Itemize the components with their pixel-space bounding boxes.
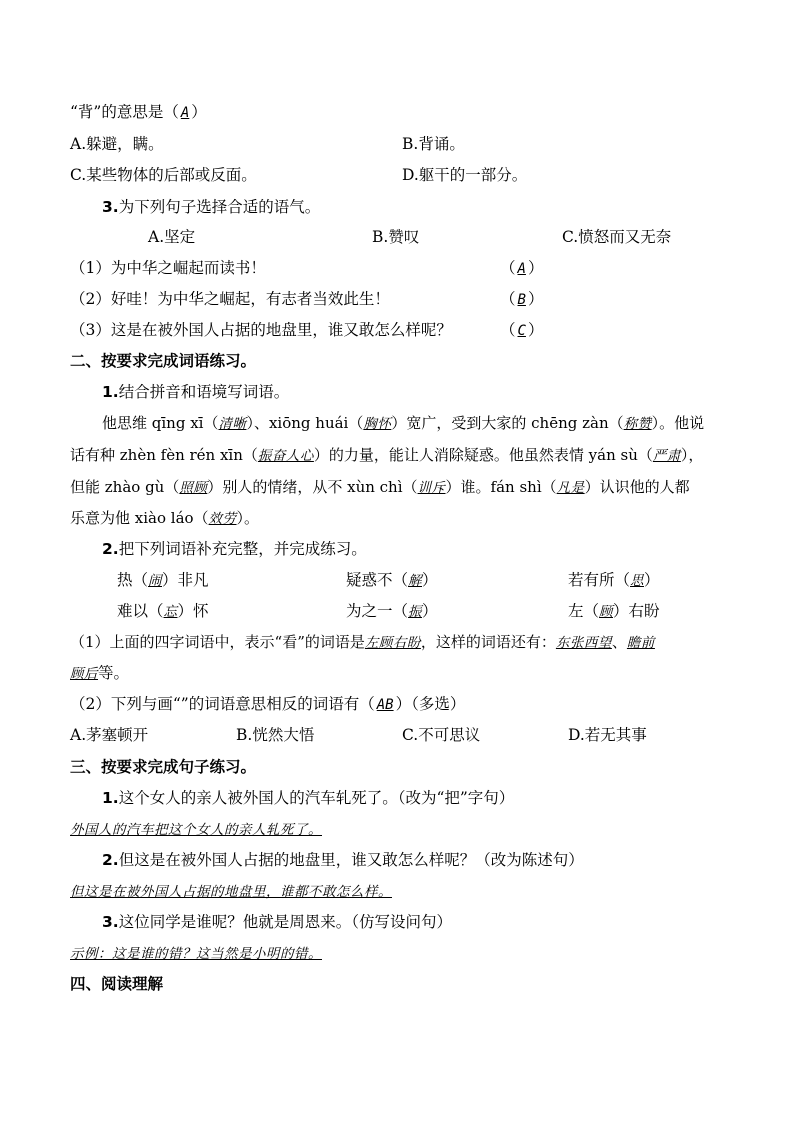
question-text: “背”的意思是（ bbox=[70, 103, 179, 121]
s2-option-d: D.若无其事 bbox=[568, 726, 647, 744]
tone-option-a: A.坚定 bbox=[148, 228, 196, 246]
idiom-1: 热（闹）非凡 bbox=[117, 571, 209, 589]
s2-q1-title: 1.结合拼音和语境写词语。 bbox=[102, 383, 290, 401]
question-bei-stem bbox=[70, 101, 207, 124]
s3-q3-answer: 示例：这是谁的错？这当然是小明的错。 bbox=[70, 946, 322, 962]
answer-blank: A bbox=[180, 105, 190, 121]
option-a: A.躲避，瞒。 bbox=[70, 135, 164, 153]
tone-answer-3: （ C ） bbox=[500, 321, 544, 339]
option-c: C.某些物体的后部或反面。 bbox=[70, 166, 257, 184]
section-4-heading: 四、阅读理解 bbox=[70, 974, 164, 993]
s2-option-a: A.茅塞顿开 bbox=[70, 726, 149, 744]
pinyin-line-4: 乐意为他 xiào láo（效劳）。 bbox=[70, 509, 260, 527]
tone-answer-1: （ A ） bbox=[500, 259, 544, 277]
s2-q2-title: 2.把下列词语补充完整，并完成练习。 bbox=[102, 540, 367, 558]
tone-item-1: （1）为中华之崛起而读书！ bbox=[70, 259, 266, 277]
tone-answer-2: （ B ） bbox=[500, 290, 544, 308]
tone-option-c: C.愤怒而又无奈 bbox=[562, 228, 672, 246]
question-text: ） bbox=[191, 103, 207, 121]
idiom-5: 为之一（振） bbox=[346, 602, 438, 620]
s3-q1: 1.这个女人的亲人被外国人的汽车轧死了。（改为“把”字句） bbox=[102, 789, 515, 807]
s2-q2-sub1: （1）上面的四字词语中，表示“看”的词语是左顾右盼，这样的词语还有：东张西望、瞻前 bbox=[70, 633, 655, 651]
idiom-6: 左（顾）右盼 bbox=[568, 602, 660, 620]
idiom-3: 若有所（思） bbox=[568, 571, 660, 589]
s3-q2: 2.但这是在被外国人占据的地盘里，谁又敢怎么样呢？（改为陈述句） bbox=[102, 851, 584, 869]
tone-option-b: B.赞叹 bbox=[372, 228, 420, 246]
section-3-heading: 三、按要求完成句子练习。 bbox=[70, 757, 257, 776]
option-d: D.躯干的一部分。 bbox=[402, 166, 528, 184]
s2-q2-sub2: （2）下列与画“”的词语意思相反的词语有（ AB ）（多选） bbox=[70, 695, 466, 713]
section-2-heading: 二、按要求完成词语练习。 bbox=[70, 351, 257, 370]
s2-q2-sub1-cont: 顾后等。 bbox=[70, 664, 130, 682]
question-3-title: 3.为下列句子选择合适的语气。 bbox=[102, 198, 321, 216]
s2-option-b: B.恍然大悟 bbox=[236, 726, 315, 744]
idiom-2: 疑惑不（解） bbox=[346, 571, 438, 589]
s3-q3: 3.这位同学是谁呢？他就是周恩来。（仿写设问句） bbox=[102, 913, 452, 931]
pinyin-line-1: 他思维 qīng xī（清晰）、xiōng huái（胸怀）宽广，受到大家的 chēng zàn（称赞）。他说 bbox=[102, 414, 705, 432]
tone-item-2: （2）好哇！为中华之崛起，有志者当效此生！ bbox=[70, 290, 390, 308]
pinyin-line-2: 话有种 zhèn fèn rén xīn（振奋人心）的力量，能让人消除疑惑。他虽然表情 yán sù（严肃）， bbox=[70, 446, 704, 464]
s3-q2-answer: 但这是在被外国人占据的地盘里，谁都不敢怎么样。 bbox=[70, 884, 392, 900]
s3-q1-answer: 外国人的汽车把这个女人的亲人轧死了。 bbox=[70, 822, 322, 838]
pinyin-line-3: 但能 zhào gù（照顾）别人的情绪，从不 xùn chì（训斥）谁。fán shì（凡是）认识他的人都 bbox=[70, 478, 690, 496]
option-b: B.背诵。 bbox=[402, 135, 465, 153]
s2-option-c: C.不可思议 bbox=[402, 726, 481, 744]
tone-item-3: （3）这是在被外国人占据的地盘里，谁又敢怎么样呢？ bbox=[70, 321, 452, 339]
idiom-4: 难以（忘）怀 bbox=[117, 602, 209, 620]
